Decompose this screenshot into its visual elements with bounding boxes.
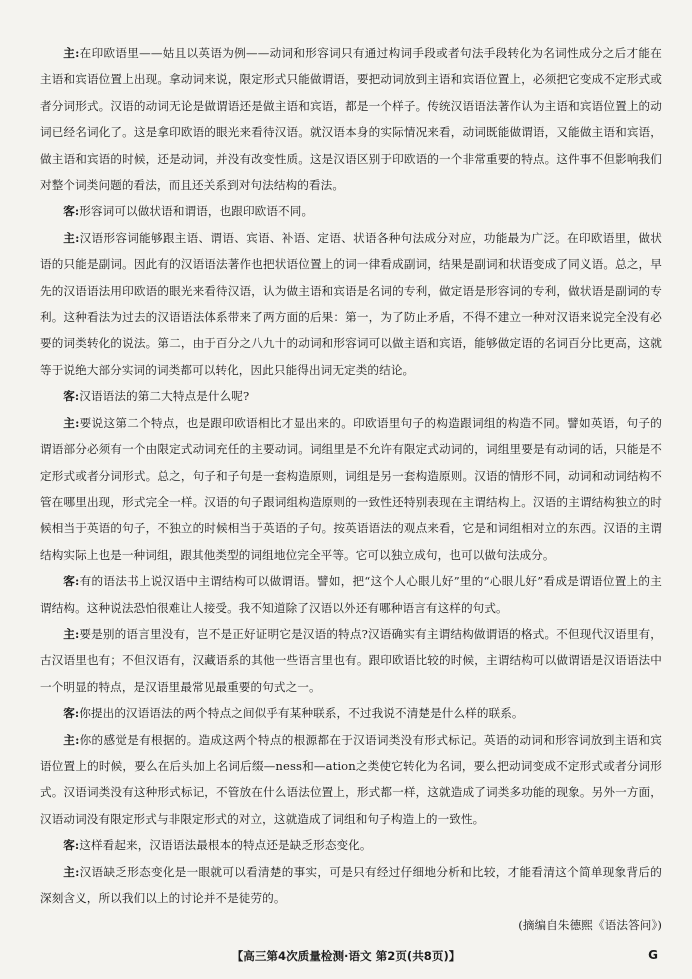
paragraph-text: 你提出的汉语语法的两个特点之间似乎有某种联系，不过我说不清楚是什么样的联系。 [79,706,524,721]
speaker-label: 主: [63,732,80,747]
paragraph [40,859,662,912]
speaker-label: 主: [63,415,80,430]
speaker-label: 主: [63,230,80,245]
paragraph-text: 汉语缺乏形态变化是一眼就可以看清楚的事实，可是只有经过仔细地分析和比较，才能看清这个简单现象背后的深刻含义，所以我们以上的讨论并不是徒劳的。 [40,864,663,905]
paragraph [40,832,662,858]
paragraph-text: 这样看起来，汉语语法最根本的特点还是缺乏形态变化。 [79,838,372,853]
paragraph [40,621,662,700]
paragraph-text: 要是别的语言里没有，岂不是正好证明它是汉语的特点?汉语确实有主谓结构做谓语的格式。不但现代汉语里有，古汉语里也有；不但汉语有，汉藏语系的其他一些语言里也有。跟印欧语比较的时候，主谓结构可以做谓语是汉语语法中一个明显的特点，是汉语里最常见最重要的句式之一。 [40,626,662,694]
speaker-label: 客: [63,838,80,853]
speaker-label: 主: [63,46,80,60]
paragraph-text: 汉语语法的第二大特点是什么呢? [79,389,250,404]
speaker-label: 客: [63,706,80,721]
paragraph [40,727,662,833]
speaker-label: 客: [63,389,80,404]
paragraph-text: 有的语法书上说汉语中主谓结构可以做谓语。譬如，把“这个人心眼儿好”里的“心眼儿好”看成是谓语位置上的主谓结构。这种说法恐怕很难让人接受。我不知道除了汉语以外还有哪种语言有这样的句式。 [40,574,662,615]
paragraph [40,410,662,568]
source-citation: (摘编自朱德熙《语法答问》) [518,918,662,933]
paragraph-text: 在印欧语里——姑且以英语为例——动词和形容词只有通过构词手段或者句法手段转化为名词性成分之后才能在主语和宾语位置上出现。拿动词来说，限定形式只能做谓语，要把动词放到主语和宾语位置上，必须把它变成不定形式或者分词形式。汉语的动词无论是做谓语还是做主语和宾语，都是一个样子。传统汉语语法著作认为主语和宾语位置上的动词已经名词化了。这是拿印欧语的眼光来看待汉语。就汉语本身的实际情况来看，动词既能做谓语，又能做主语和宾语，做主语和宾语的时候，还是动词，并没有改变性质。这是汉语区别于印欧语的一个非常重要的特点。这件事不但影响我们对整个词类问题的看法，而且还关系到对句法结构的看法。 [40,46,662,193]
paragraph-text: 形容词可以做状语和谓语，也跟印欧语不同。 [79,204,314,219]
speaker-label: 主: [63,864,80,879]
paragraph-text: 你的感觉是有根据的。造成这两个特点的根源都在于汉语词类没有形式标记。英语的动词和形容词放到主语和宾语位置上的时候，要么在后头加上名词后缀—ness和—ation之类使它转化为名词，要么把动词变成不定形式或者分词形式。汉语词类没有这种形式标记，不管放在什么语法位置上，形式都一样，这就造成了词类多功能的现象。另外一方面，汉语动词没有限定形式与非限定形式的对立，这就造成了词组和句子构造上的一致性。 [40,732,663,826]
paragraph [40,198,662,224]
paragraph [40,225,662,383]
paragraph-text: 汉语形容词能够跟主语、谓语、宾语、补语、定语、状语各种句法成分对应，功能最为广泛。在印欧语里，做状语的只能是副词。因此有的汉语语法著作也把状语位置上的词一律看成副词，结果是副词和状语变成了同义语。总之，早先的汉语语法用印欧语的眼光来看待汉语，认为做主语和宾语是名词的专利，做定语是形容词的专利，做状语是副词的专利。这种看法为过去的汉语语法体系带来了两方面的后果：第一，为了防止矛盾，不得不建立一种对汉语来说完全没有必要的词类转化的说法。第二，由于百分之八九十的动词和形容词可以做主语和宾语，能够做定语的名词百分比更高，这就等于说绝大部分实词的词类都可以转化，因此只能得出词无定类的结论。 [40,230,663,377]
paragraph [40,700,662,726]
paragraph-text: 要说这第二个特点，也是跟印欧语相比才显出来的。印欧语里句子的构造跟词组的构造不同。譬如英语，句子的谓语部分必须有一个由限定式动词充任的主要动词。词组里是不允许有限定式动词的，词组里要是有动词的话，只能是不定形式或者分词形式。总之，句子和子句是一套构造原则，词组是另一套构造原则。汉语的情形不同，动词和动词结构不管在哪里出现，形式完全一样。汉语的句子跟词组构造原则的一致性还特别表现在主谓结构上。汉语的主谓结构独立的时候相当于英语的句子，不独立的时候相当于英语的子句。按英语语法的观点来看，它是和词组相对立的东西。汉语的主谓结构实际上也是一种词组，跟其他类型的词组地位完全平等。它可以独立成句，也可以做句法成分。 [40,415,663,562]
speaker-label: 客: [63,574,80,589]
speaker-label: 客: [63,204,80,219]
speaker-label: 主: [63,626,80,641]
paragraph [40,383,662,409]
page-footer: 【高三第4次质量检测·语文 第2页(共8页)】 [231,949,461,963]
paragraph [40,568,662,621]
paragraph [40,40,662,198]
document-body [40,40,662,937]
version-code: G [648,948,658,962]
